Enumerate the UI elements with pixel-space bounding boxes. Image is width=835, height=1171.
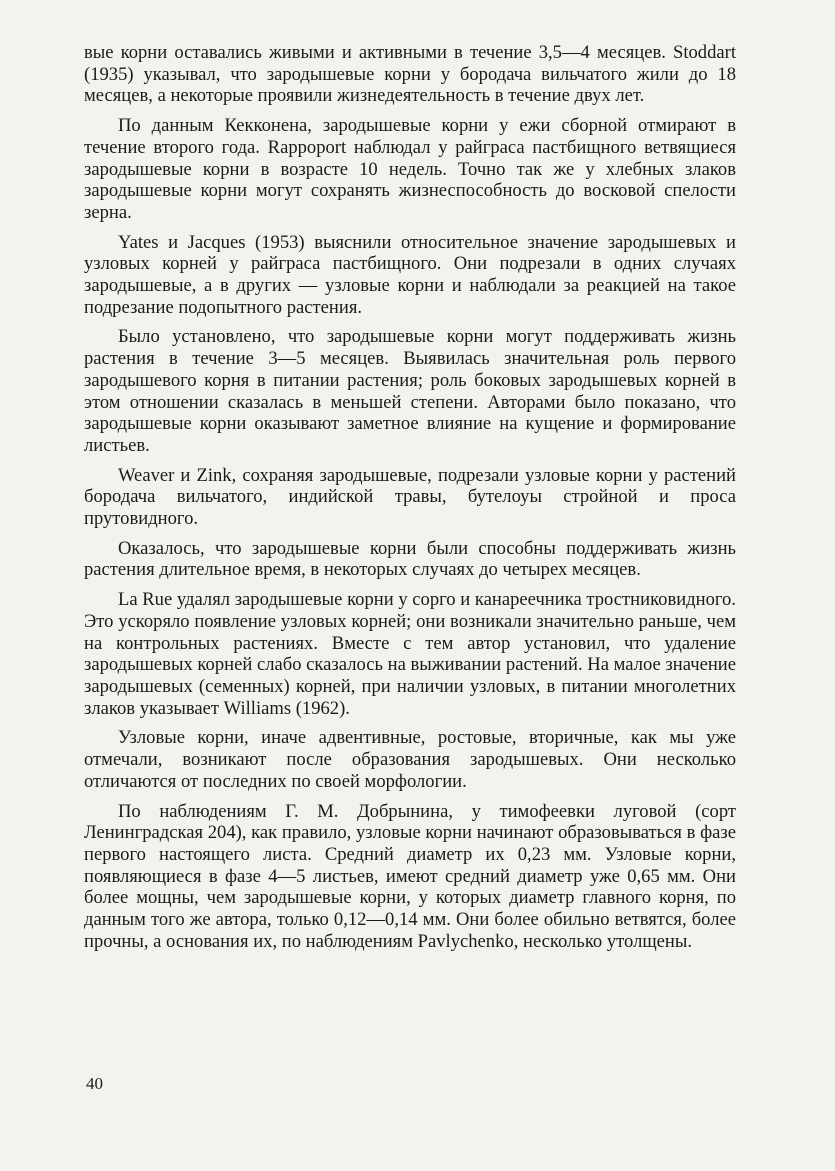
- paragraph-9: По наблюдениям Г. М. Добрынина, у тимофеевки луговой (сорт Ленинградская 204), как правило, узловые корни начинают образовываться в фазе первого настоящего листа. Средний диаметр их 0,23 мм. Узловые корни, появляющиеся в фазе 4—5 листьев, имеют средний диаметр уже 0,65 мм. Они более мощны, чем зародышевые корни, у которых диаметр главного корня, по данным того же автора, только 0,12—0,14 мм. Они более обильно ветвятся, более прочны, а основания их, по наблюдениям Pavlychenko, несколько утолщены.: [84, 800, 736, 952]
- paragraph-5: Weaver и Zink, сохраняя зародышевые, подрезали узловые корни у растений бородача вильчатого, индийской травы, бутелоуы стройной и проса прутовидного.: [84, 464, 736, 530]
- paragraph-2: По данным Кекконена, зародышевые корни у ежи сборной отмирают в течение второго года. Rappoport наблюдал у райграса пастбищного ветвящиеся зародышевые корни в возрасте 10 недель. Точно так же у хлебных злаков зародышевые корни могут сохранять жизнеспособность до восковой спелости зерна.: [84, 115, 736, 223]
- paragraph-3: Yates и Jacques (1953) выяснили относительное значение зародышевых и узловых корней у райграса пастбищного. Они подрезали в одних случаях зародышевые, а в других — узловые корни и наблюдали за реакцией на такое подрезание подопытного растения.: [84, 231, 736, 318]
- page-body: [84, 42, 736, 960]
- paragraph-8: Узловые корни, иначе адвентивные, ростовые, вторичные, как мы уже отмечали, возникают после образования зародышевых. Они несколько отличаются от последних по своей морфологии.: [84, 727, 736, 792]
- paragraph-6: Оказалось, что зародышевые корни были способны поддерживать жизнь растения длительное время, в некоторых случаях до четырех месяцев.: [84, 537, 736, 581]
- paragraph-4: Было установлено, что зародышевые корни могут поддерживать жизнь растения в течение 3—5 месяцев. Выявилась значительная роль первого зародышевого корня в питании растения; роль боковых зародышевых корней в этом отношении сказалась в меньшей степени. Авторами было показано, что зародышевые корни оказывают заметное влияние на кущение и формирование листьев.: [84, 326, 736, 456]
- paragraph-1: вые корни оставались живыми и активными в течение 3,5—4 месяцев. Stoddart (1935) указывал, что зародышевые корни у бородача вильчатого жили до 18 месяцев, а некоторые проявили жизнедеятельность в течение двух лет.: [84, 42, 736, 107]
- paragraph-7: La Rue удалял зародышевые корни у сорго и канареечника тростниковидного. Это ускоряло появление узловых корней; они возникали значительно раньше, чем на контрольных растениях. Вместе с тем автор установил, что удаление зародышевых корней слабо сказалось на выживании растений. На малое значение зародышевых (семенных) корней, при наличии узловых, в питании многолетних злаков указывает Williams (1962).: [84, 589, 736, 719]
- page-number: 40: [86, 1074, 103, 1093]
